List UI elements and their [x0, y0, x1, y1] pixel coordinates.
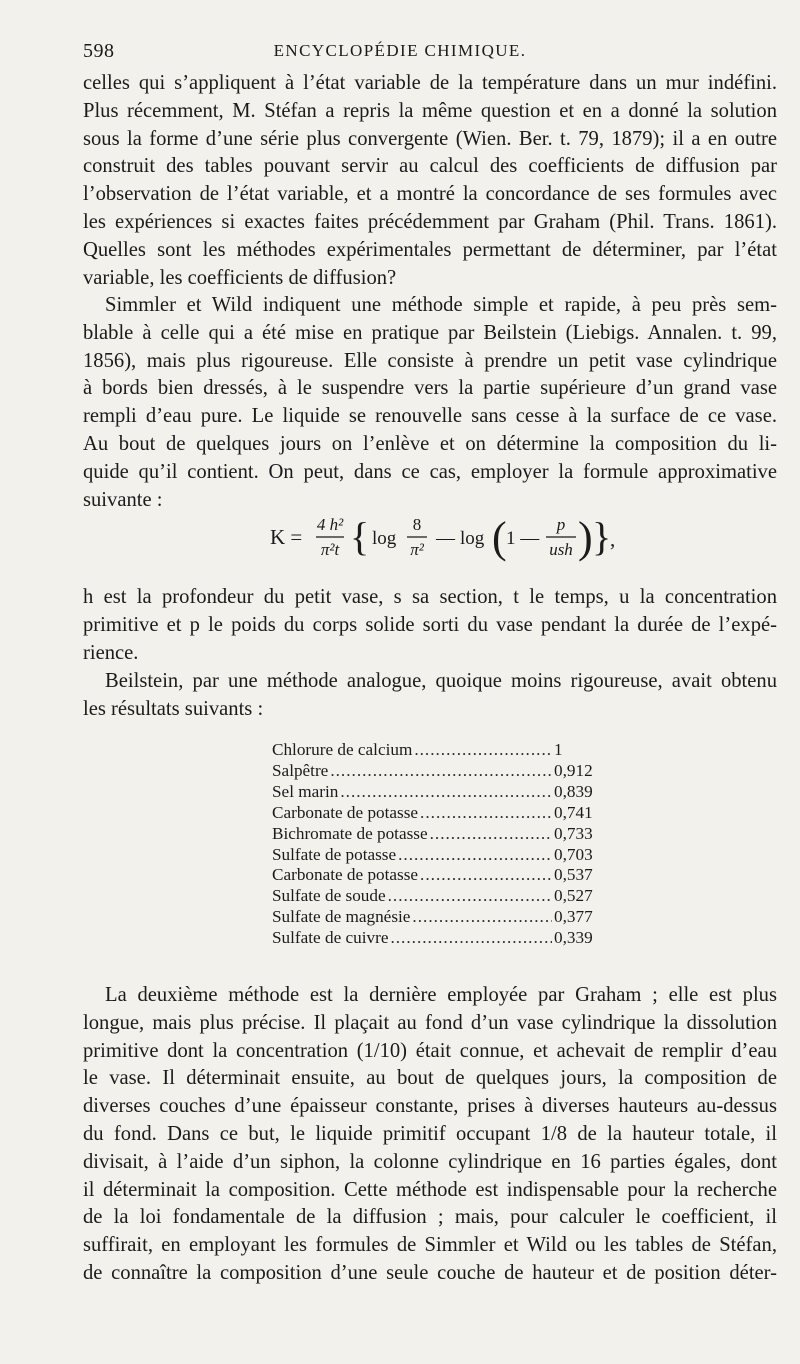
text-line: Simmler et Wild indiquent une méthode simple et rapide, à peu près sem- [105, 294, 777, 316]
text-line: sous la forme d’une série plus convergente (Wien. Ber. t. 79, 1879); il a en outre [83, 127, 777, 150]
running-head [0, 40, 800, 64]
leader-dots [390, 928, 552, 949]
substance-name: Sel marin [272, 781, 339, 801]
coefficient-value: 0,527 [554, 886, 593, 906]
text-line: primitive dont la concentration (1/10) était connue, et achevait de remplir d’eau [83, 1039, 777, 1062]
text-line: variable, les coefficients de diffusion? [83, 266, 397, 289]
table-row [272, 907, 602, 928]
text-line: de connaître la composition d’une seule couche de hauteur et de position déter- [83, 1261, 777, 1284]
coefficient-value: 0,839 [554, 781, 593, 801]
text-line: Beilstein, par une méthode analogue, quoique moins rigoureuse, avait obtenu [105, 670, 777, 692]
text-line: de la loi fondamentale de la diffusion ; mais, pour calculer le coefficient, il [83, 1206, 777, 1229]
text-line: Plus récemment, M. Stéfan a repris la même question et en a donné la solution [83, 99, 777, 122]
left-paren: ( [492, 513, 507, 562]
coefficient-value: 1 [554, 740, 563, 759]
formula-log-2: log [460, 528, 485, 549]
leader-dots [420, 803, 552, 824]
formula-comma: , [610, 527, 616, 551]
results-table [272, 740, 602, 949]
text-line: primitive et p le poids du corps solide sorti du vase pendant la durée de l’expé- [83, 613, 777, 636]
paragraph-5 [83, 982, 777, 1288]
text-line: blable à celle qui a été mise en pratique par Beilstein (Liebigs. Annalen. t. 99, [83, 321, 777, 344]
page-number: 598 [83, 40, 115, 62]
formula-minus: — [436, 528, 455, 549]
coefficient-value: 0,377 [554, 907, 593, 927]
table-row [272, 845, 602, 866]
substance-name: Bichromate de potasse [272, 823, 428, 843]
text-line: diverses couches d’une épaisseur constante, prises à diverses hauteurs au-dessus [83, 1095, 777, 1118]
text-line: longue, mais plus précise. Il plaçait au fond d’un vase cylindrique la dissolution [83, 1011, 777, 1034]
text-line: les résultats suivants : [83, 697, 264, 720]
table-row [272, 886, 602, 907]
text-line: 1856), mais plus rigoureuse. Elle consiste à prendre un petit vase cylindrique [83, 349, 777, 372]
running-title: ENCYCLOPÉDIE CHIMIQUE. [273, 41, 527, 60]
diffusion-formula [270, 508, 630, 568]
formula-coef-num: 4 h² [316, 515, 344, 534]
formula-frac1-num: 8 [412, 515, 422, 534]
paragraph-3 [83, 584, 777, 667]
leader-dots [340, 782, 552, 803]
leader-dots [430, 824, 552, 845]
substance-name: Sulfate de magnésie [272, 907, 411, 927]
leader-dots [330, 761, 552, 782]
text-line: le vase. Il déterminait ensuite, au bout de quelques jours, la composition de [83, 1067, 777, 1090]
formula-log-1: log [372, 528, 397, 549]
table-row [272, 865, 602, 886]
right-brace: } [592, 514, 612, 559]
text-line: Au bout de quelques jours on l’enlève et on détermine la composition du li- [83, 432, 777, 455]
text-line: suffirait, en employant les formules de Simmler et Wild ou les tables de Stéfan, [83, 1234, 777, 1257]
coefficient-value: 0,339 [554, 928, 593, 948]
substance-name: Sulfate de potasse [272, 844, 397, 864]
substance-name: Carbonate de potasse [272, 802, 419, 822]
formula-frac2-num: p [556, 515, 566, 534]
text-line: h est la profondeur du petit vase, s sa section, t le temps, u la concentration [83, 586, 777, 608]
substance-name: Sulfate de cuivre [272, 928, 389, 948]
substance-name: Salpêtre [272, 760, 329, 780]
substance-name: Chlorure de calcium [272, 740, 413, 759]
formula-svg [270, 508, 630, 568]
formula-frac2-den: ush [549, 540, 573, 559]
right-paren: ) [578, 513, 593, 562]
leader-dots [412, 907, 552, 928]
left-brace: { [350, 514, 370, 559]
text-line: à bords bien dressés, à le suspendre vers la partie supérieure d’un grand vase [83, 377, 777, 400]
text-line: l’observation de l’état variable, et a montré la concordance de ses formules avec [83, 183, 777, 206]
text-line: il déterminait la composition. Cette méthode est indispensable pour la recherche [83, 1178, 777, 1201]
coefficient-value: 0,741 [554, 802, 593, 822]
text-line: Quelles sont les méthodes expérimentales permettant de déterminer, par l’état [83, 238, 777, 261]
text-line: rempli d’eau pure. Le liquide se renouvelle sans cesse à la surface de ce vase. [83, 405, 777, 428]
text-line: quide qu’il contient. On peut, dans ce cas, employer la formule approximative [83, 460, 777, 483]
coefficient-value: 0,912 [554, 760, 593, 780]
text-line: divisait, à l’aide d’un siphon, la colonne cylindrique en 16 parties égales, dont [83, 1150, 777, 1173]
leader-dots [398, 845, 552, 866]
text-line: La deuxième méthode est la dernière employée par Graham ; elle est plus [105, 984, 777, 1006]
paragraph-1 [83, 70, 777, 292]
table-row [272, 740, 602, 761]
leader-dots [420, 865, 552, 886]
leader-dots [414, 740, 552, 761]
coefficient-value: 0,537 [554, 865, 593, 885]
coefficient-value: 0,703 [554, 844, 593, 864]
leader-dots [388, 886, 552, 907]
text-line: construit des tables pouvant servir au calcul des coefficients de diffusion par [83, 155, 777, 178]
table-row [272, 824, 602, 845]
text-line: du fond. Dans ce but, le liquide primitif occupant 1/8 de la hauteur totale, il [83, 1122, 777, 1145]
text-line: celles qui s’appliquent à l’état variable de la température dans un mur indéfini. [83, 72, 777, 94]
formula-lhs: K = [270, 525, 303, 549]
table-row [272, 928, 602, 949]
formula-one-minus: 1 — [506, 528, 540, 549]
paragraph-2 [83, 292, 777, 514]
formula-frac1-den: π² [410, 540, 424, 559]
text-line: rience. [83, 641, 139, 664]
text-line: suivante : [83, 488, 163, 511]
formula-coef-den: π²t [320, 540, 340, 559]
substance-name: Sulfate de soude [272, 886, 386, 906]
substance-name: Carbonate de potasse [272, 865, 419, 885]
text-line: les expériences si exactes faites précédemment par Graham (Phil. Trans. 1861). [83, 210, 777, 233]
coefficient-value: 0,733 [554, 823, 593, 843]
table-row [272, 803, 602, 824]
table-row [272, 782, 602, 803]
table-row [272, 761, 602, 782]
paragraph-4 [83, 668, 777, 724]
